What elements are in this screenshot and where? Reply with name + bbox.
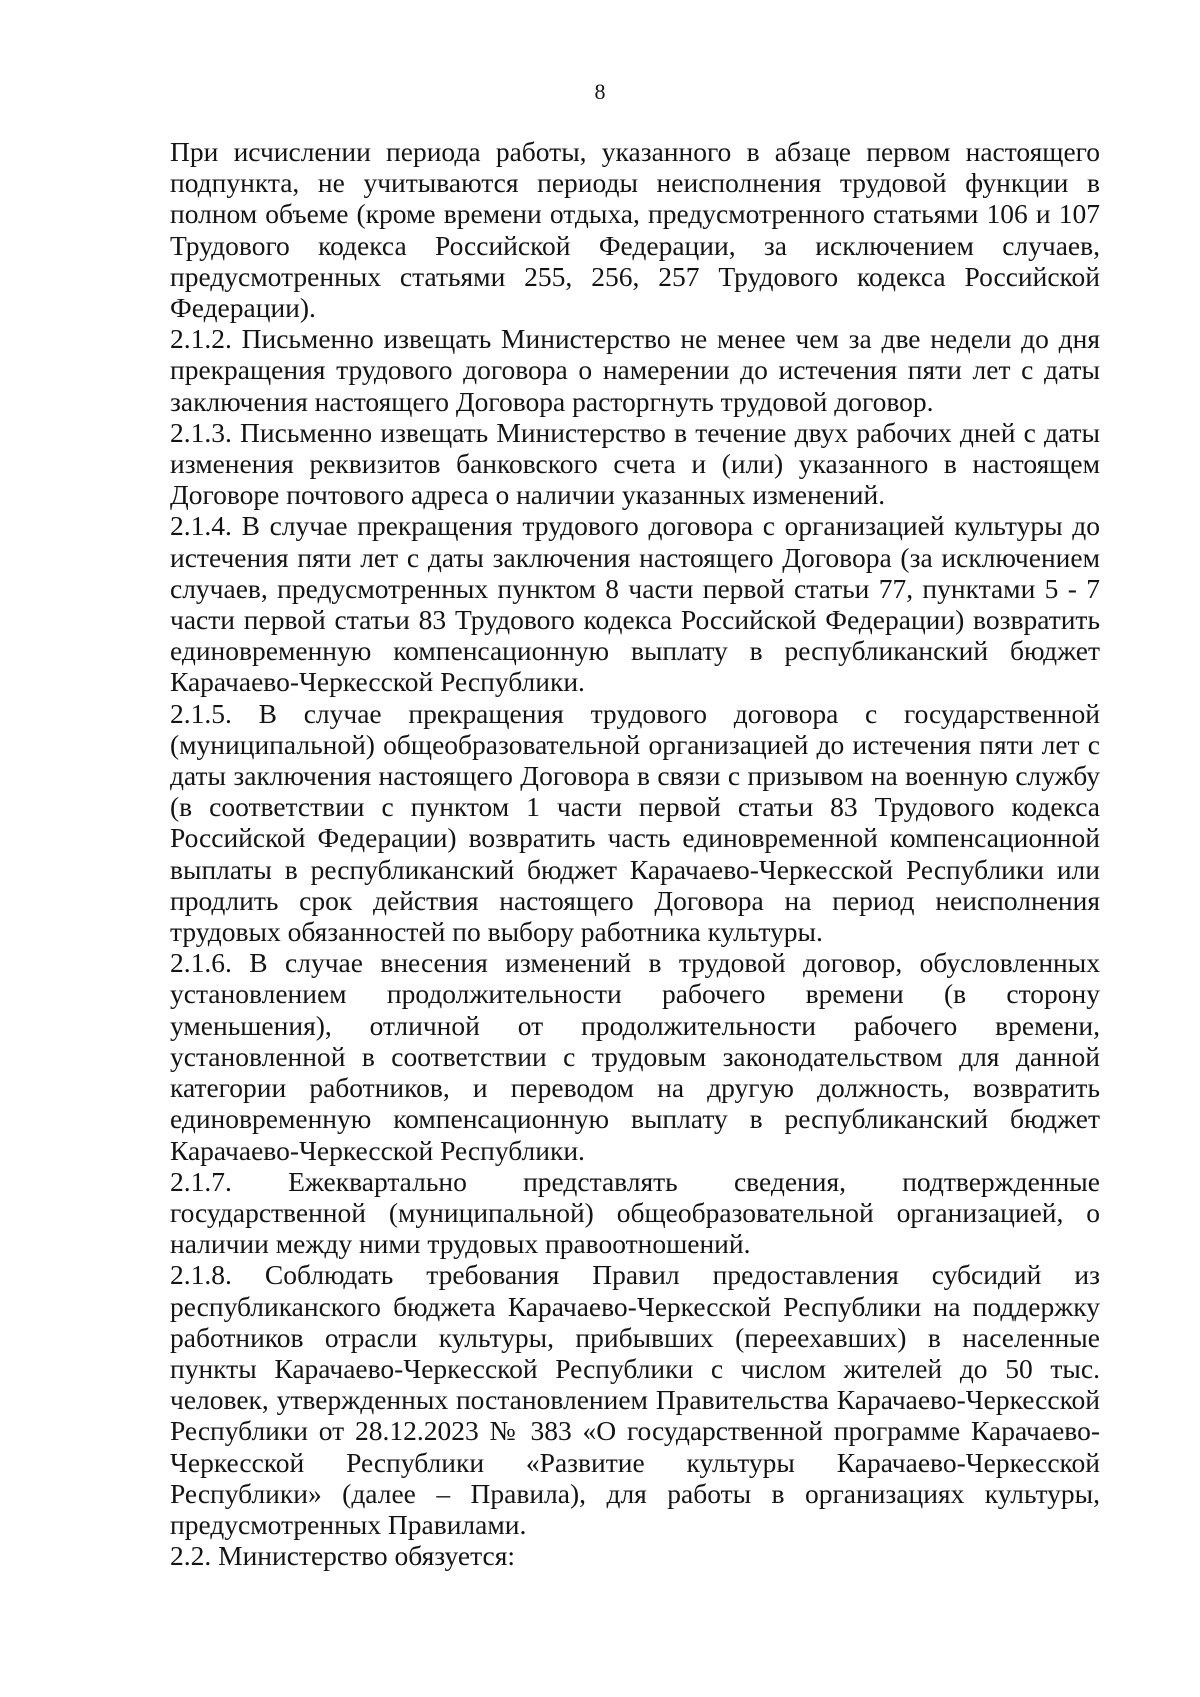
paragraph-2-1-8: 2.1.8. Соблюдать требования Правил предоставления субсидий из республиканского бюджета Карачаево-Черкесской Республики на поддержку работников отрасли культуры, прибывших (переехавших) в населенные пункты Карачаево-Черкесской Республики с числом жителей до 50 тыс. человек, утвержденных постановлением Правительства Карачаево-Черкесской Республики от 28.12.2023 № 383 «О государственной программе Карачаево-Черкесской Республики «Развитие культуры Карачаево-Черкесской Республики» (далее – Правила), для работы в организациях культуры, предусмотренных Правилами. <box>170 1259 1100 1540</box>
paragraph-2-1-3: 2.1.3. Письменно извещать Министерство в течение двух рабочих дней с даты изменения реквизитов банковского счета и (или) указанного в настоящем Договоре почтового адреса о наличии указанных изменений. <box>170 416 1100 511</box>
paragraph-continuation: При исчислении периода работы, указанного в абзаце первом настоящего подпункта, не учитываются периоды неисполнения трудовой функции в полном объеме (кроме времени отдыха, предусмотренного статьями 106 и 107 Трудового кодекса Российской Федерации, за исключением случаев, предусмотренных статьями 255, 256, 257 Трудового кодекса Российской Федерации). <box>170 136 1100 324</box>
paragraph-2-2: 2.2. Министерство обязуется: <box>170 1540 515 1572</box>
document-body <box>170 136 1100 1571</box>
paragraph-2-1-2: 2.1.2. Письменно извещать Министерство не менее чем за две недели до дня прекращения трудового договора о намерении до истечения пяти лет с даты заключения настоящего Договора расторгнуть трудовой договор. <box>170 323 1100 417</box>
paragraph-2-1-4: 2.1.4. В случае прекращения трудового договора с организацией культуры до истечения пяти лет с даты заключения настоящего Договора (за исключением случаев, предусмотренных пунктом 8 части первой статьи 77, пунктами 5 - 7 части первой статьи 83 Трудового кодекса Российской Федерации) возвратить единовременную компенсационную выплату в республиканский бюджет Карачаево-Черкесской Республики. <box>170 510 1100 698</box>
paragraph-2-1-6: 2.1.6. В случае внесения изменений в трудовой договор, обусловленных установлением продолжительности рабочего времени (в сторону уменьшения), отличной от продолжительности рабочего времени, установленной в соответствии с трудовым законодательством для данной категории работников, и переводом на другую должность, возвратить единовременную компенсационную выплату в республиканский бюджет Карачаево-Черкесской Республики. <box>170 947 1100 1166</box>
paragraph-2-1-7: 2.1.7. Ежеквартально представлять сведения, подтвержденные государственной (муниципальной) общеобразовательной организацией, о наличии между ними трудовых правоотношений. <box>170 1165 1100 1260</box>
paragraph-2-1-5: 2.1.5. В случае прекращения трудового договора с государственной (муниципальной) общеобразовательной организацией до истечения пяти лет с даты заключения настоящего Договора в связи с призывом на военную службу (в соответствии с пунктом 1 части первой статьи 83 Трудового кодекса Российской Федерации) возвратить часть единовременной компенсационной выплаты в республиканский бюджет Карачаево-Черкесской Республики или продлить срок действия настоящего Договора на период неисполнения трудовых обязанностей по выбору работника культуры. <box>170 697 1100 948</box>
page-number: 8 <box>594 79 606 104</box>
